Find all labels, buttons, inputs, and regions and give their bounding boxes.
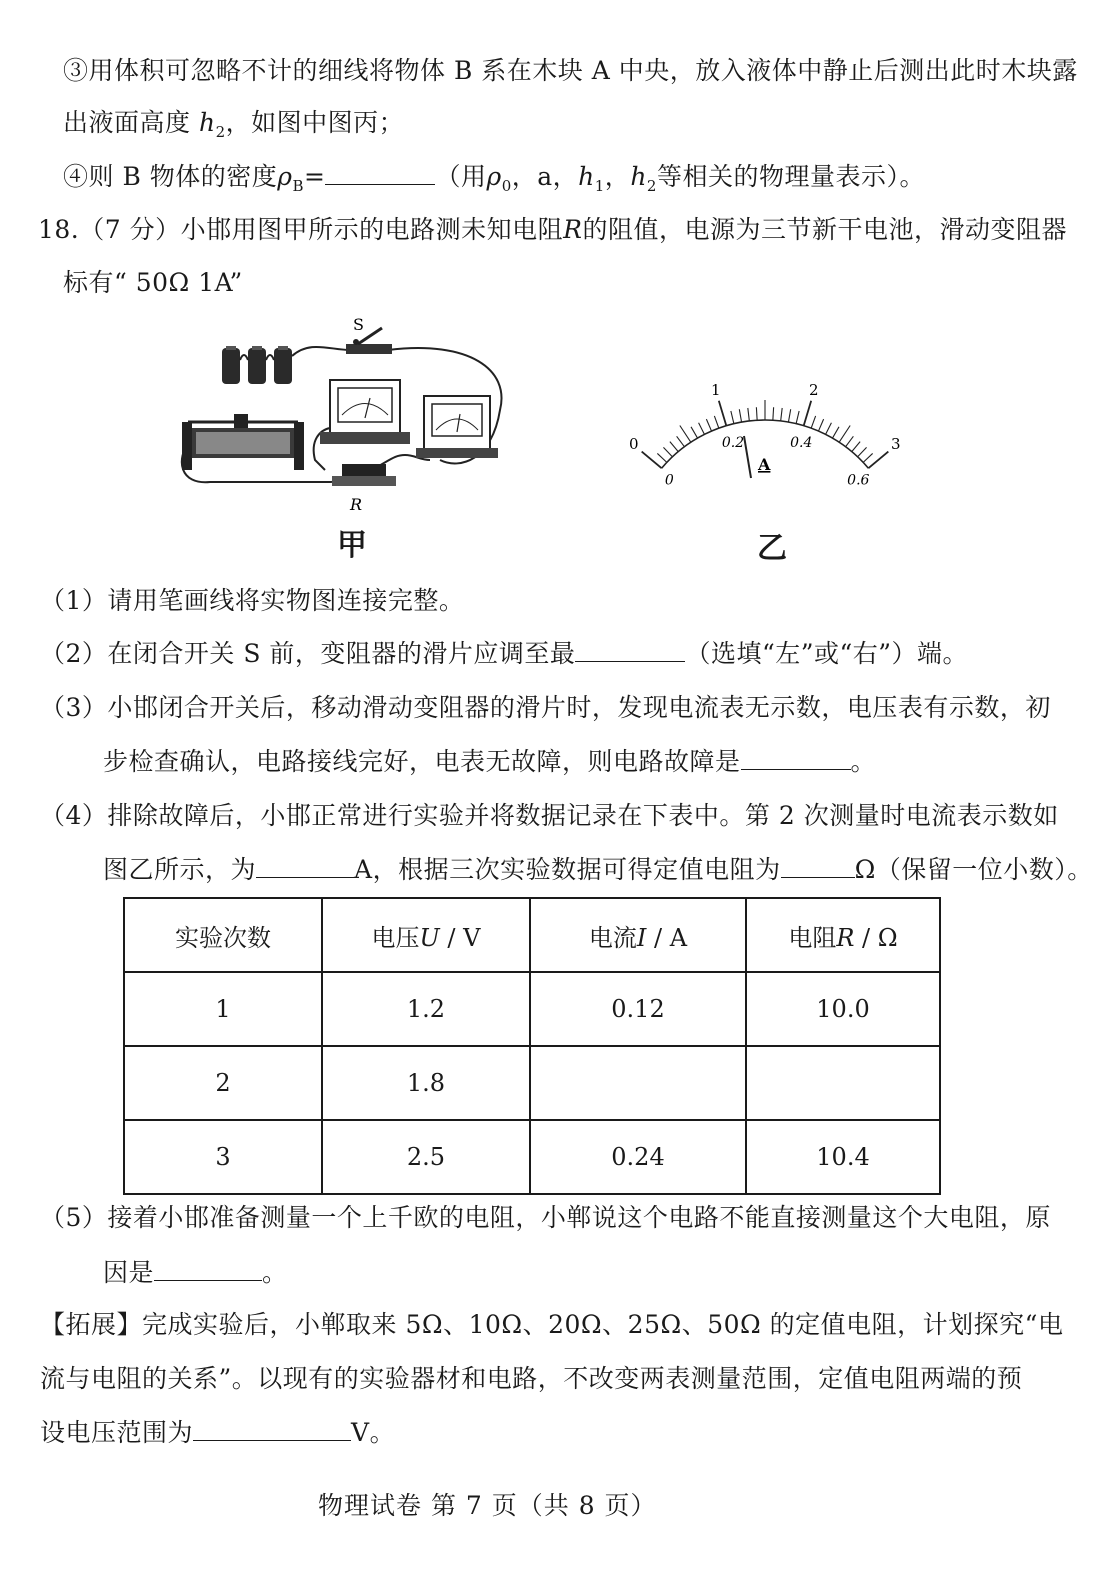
dial-tick <box>818 419 823 431</box>
q4-line2 <box>103 853 1093 887</box>
dial-tick <box>719 401 726 426</box>
ammeter-icon <box>416 396 498 458</box>
dial-tick <box>680 425 691 442</box>
q5-text: 因是 <box>103 1258 155 1287</box>
dial-lower-tick-1: 0.2 <box>721 434 745 451</box>
step3-text-post: ，如图中图丙； <box>225 108 405 137</box>
dial-tick <box>839 425 850 442</box>
switch-label: S <box>353 315 364 334</box>
step3-text: 出液面高度 <box>63 108 199 137</box>
table-header-cell: 实验次数 <box>124 898 322 972</box>
q4-text-post: Ω（保留一位小数）。 <box>854 855 1093 884</box>
table-cell: 10.0 <box>746 972 940 1046</box>
table-cell: 10.4 <box>746 1120 940 1194</box>
dial-tick <box>663 447 672 456</box>
table-header-cell: 电流I / A <box>530 898 746 972</box>
step4-sep: ， <box>604 162 631 191</box>
rheostat-icon <box>182 414 304 470</box>
q5-line1: （5）接着小邯准备测量一个上千欧的电阻，小郸说这个电路不能直接测量这个大电阻，原 <box>40 1203 1051 1232</box>
dial-tick <box>714 416 718 428</box>
eq: = <box>304 162 326 191</box>
answer-blank-resistance[interactable] <box>781 853 855 878</box>
answer-blank-voltage-range[interactable] <box>193 1416 351 1441</box>
h2-sub: 2 <box>646 177 657 195</box>
table-cell-empty[interactable] <box>746 1046 940 1120</box>
dial-tick <box>781 408 783 421</box>
table-cell: 1 <box>124 972 322 1046</box>
dial-tick <box>833 427 840 438</box>
battery-pack-icon <box>222 346 292 384</box>
table-header-cell: 电压U / V <box>322 898 530 972</box>
dial-upper-tick-3: 3 <box>890 435 901 454</box>
dial-tick <box>731 411 734 424</box>
rho-0: ρ <box>486 162 502 191</box>
voltmeter-icon <box>320 380 410 444</box>
extension-line1: 【拓展】完成实验后，小郸取来 5Ω、10Ω、20Ω、25Ω、50Ω 的定值电阻，计划探究“电 <box>40 1310 1064 1339</box>
step3-line2 <box>63 106 404 149</box>
dial-tick <box>773 407 774 420</box>
dial-tick <box>852 442 860 452</box>
dial-tick <box>706 419 711 431</box>
table-cell: 2.5 <box>322 1120 530 1194</box>
answer-blank-q5[interactable] <box>154 1256 262 1281</box>
table-row <box>124 972 940 1046</box>
dial-tick <box>863 453 872 462</box>
q3-text: 步检查确认，电路接线完好，电表无故障，则电路故障是 <box>103 747 741 776</box>
dial-upper-tick-0: 0 <box>629 435 639 454</box>
step3-line1: ③用体积可忽略不计的细线将物体 B 系在木块 A 中央，放入液体中静止后测出此时木块露 <box>63 56 1078 85</box>
table-header-cell: 电阻R / Ω <box>746 898 940 972</box>
dial-upper-tick-2: 2 <box>809 381 819 400</box>
var-h1: h <box>578 162 595 191</box>
table-cell: 2 <box>124 1046 322 1120</box>
ammeter-dial-figure <box>629 370 901 500</box>
step4-post: 等相关的物理量表示）。 <box>656 162 925 191</box>
dial-tick <box>826 423 832 435</box>
q3-line1: （3）小邯闭合开关后，移动滑动变阻器的滑片时，发现电流表无示数，电压表有示数，初 <box>40 693 1051 722</box>
q3-line2 <box>103 745 876 779</box>
dial-tick <box>699 423 705 435</box>
step4-a: ，a， <box>511 162 579 191</box>
data-table <box>123 897 941 1195</box>
sub-2: 2 <box>215 123 226 141</box>
q18-heading-line2: 标有“ 50Ω 1A” <box>63 268 243 297</box>
page-footer: 物理试卷 第 7 页（共 8 页） <box>318 1491 657 1520</box>
table-cell: 0.12 <box>530 972 746 1046</box>
resistor-icon <box>332 464 396 486</box>
table-cell-empty[interactable] <box>530 1046 746 1120</box>
step4-text: ④则 B 物体的密度 <box>63 162 278 191</box>
step4-line <box>63 160 925 203</box>
dial-tick <box>739 409 741 422</box>
dial-tick <box>748 408 750 421</box>
q5-line2 <box>103 1256 288 1290</box>
rho-0-sub: 0 <box>501 177 512 195</box>
answer-blank-q2[interactable] <box>575 637 685 662</box>
rho-b: ρ <box>277 162 293 191</box>
dial-lower-tick-3: 0.6 <box>847 472 870 489</box>
q5-text-post: 。 <box>262 1258 288 1287</box>
dial-unit-label: A <box>758 455 771 474</box>
q18-text: 18.（7 分）小邯用图甲所示的电路测未知电阻 <box>38 215 564 244</box>
extension-line2: 流与电阻的关系”。以现有的实验器材和电路，不改变两表测量范围，定值电阻两端的预 <box>40 1364 1023 1393</box>
extension-line3 <box>40 1416 395 1450</box>
dial-tick <box>677 436 685 446</box>
dial-upper-tick-1: 1 <box>710 381 721 400</box>
answer-blank-rho-b[interactable] <box>325 160 435 185</box>
answer-blank-current[interactable] <box>256 853 354 878</box>
dial-tick <box>756 407 757 420</box>
figure-jia-label: 甲 <box>337 528 367 563</box>
step4-mid: （用 <box>435 162 487 191</box>
figure-yi-label: 乙 <box>757 531 787 566</box>
extension-text-post: V。 <box>351 1418 396 1447</box>
dial-lower-tick-2: 0.4 <box>790 434 813 451</box>
circuit-apparatus-figure <box>170 310 530 520</box>
q4-text-mid: A，根据三次实验数据可得定值电阻为 <box>354 855 781 884</box>
dial-tick <box>846 436 854 446</box>
q3-text-post: 。 <box>850 747 877 776</box>
dial-tick <box>657 453 666 462</box>
table-cell: 1.8 <box>322 1046 530 1120</box>
dial-tick <box>670 442 678 452</box>
q18-heading <box>38 213 1067 247</box>
q2-text-post: （选填“左”或“右”）端。 <box>685 639 969 668</box>
dial-lower-tick-0: 0 <box>664 472 674 489</box>
q4-line1: （4）排除故障后，小邯正常进行实验并将数据记录在下表中。第 2 次测量时电流表示数如 <box>40 801 1059 830</box>
table-row <box>124 1120 940 1194</box>
q2-text: （2）在闭合开关 S 前，变阻器的滑片应调至最 <box>40 639 576 668</box>
dial-needle <box>744 436 751 478</box>
rho-b-sub: B <box>292 177 305 195</box>
var-h: h <box>198 108 216 137</box>
resistor-label: R <box>350 495 363 514</box>
answer-blank-q3[interactable] <box>741 745 851 770</box>
table-cell: 3 <box>124 1120 322 1194</box>
dial-tick <box>811 416 815 428</box>
table-cell: 1.2 <box>322 972 530 1046</box>
extension-text: 设电压范围为 <box>40 1418 194 1447</box>
dial-tick <box>788 409 790 422</box>
dial-tick <box>804 401 811 426</box>
table-header-row <box>124 898 940 972</box>
dial-tick <box>858 447 867 456</box>
var-r: R <box>563 215 583 244</box>
table-row <box>124 1046 940 1120</box>
q4-text: 图乙所示，为 <box>103 855 257 884</box>
table-cell: 0.24 <box>530 1120 746 1194</box>
q2-line <box>40 637 968 671</box>
dial-tick <box>796 411 799 424</box>
q1-line: （1）请用笔画线将实物图连接完整。 <box>40 586 465 615</box>
var-h2: h <box>630 162 647 191</box>
dial-tick <box>691 427 698 438</box>
q18-text-post: 的阻值，电源为三节新干电池，滑动变阻器 <box>582 215 1067 244</box>
h1-sub: 1 <box>594 177 605 195</box>
